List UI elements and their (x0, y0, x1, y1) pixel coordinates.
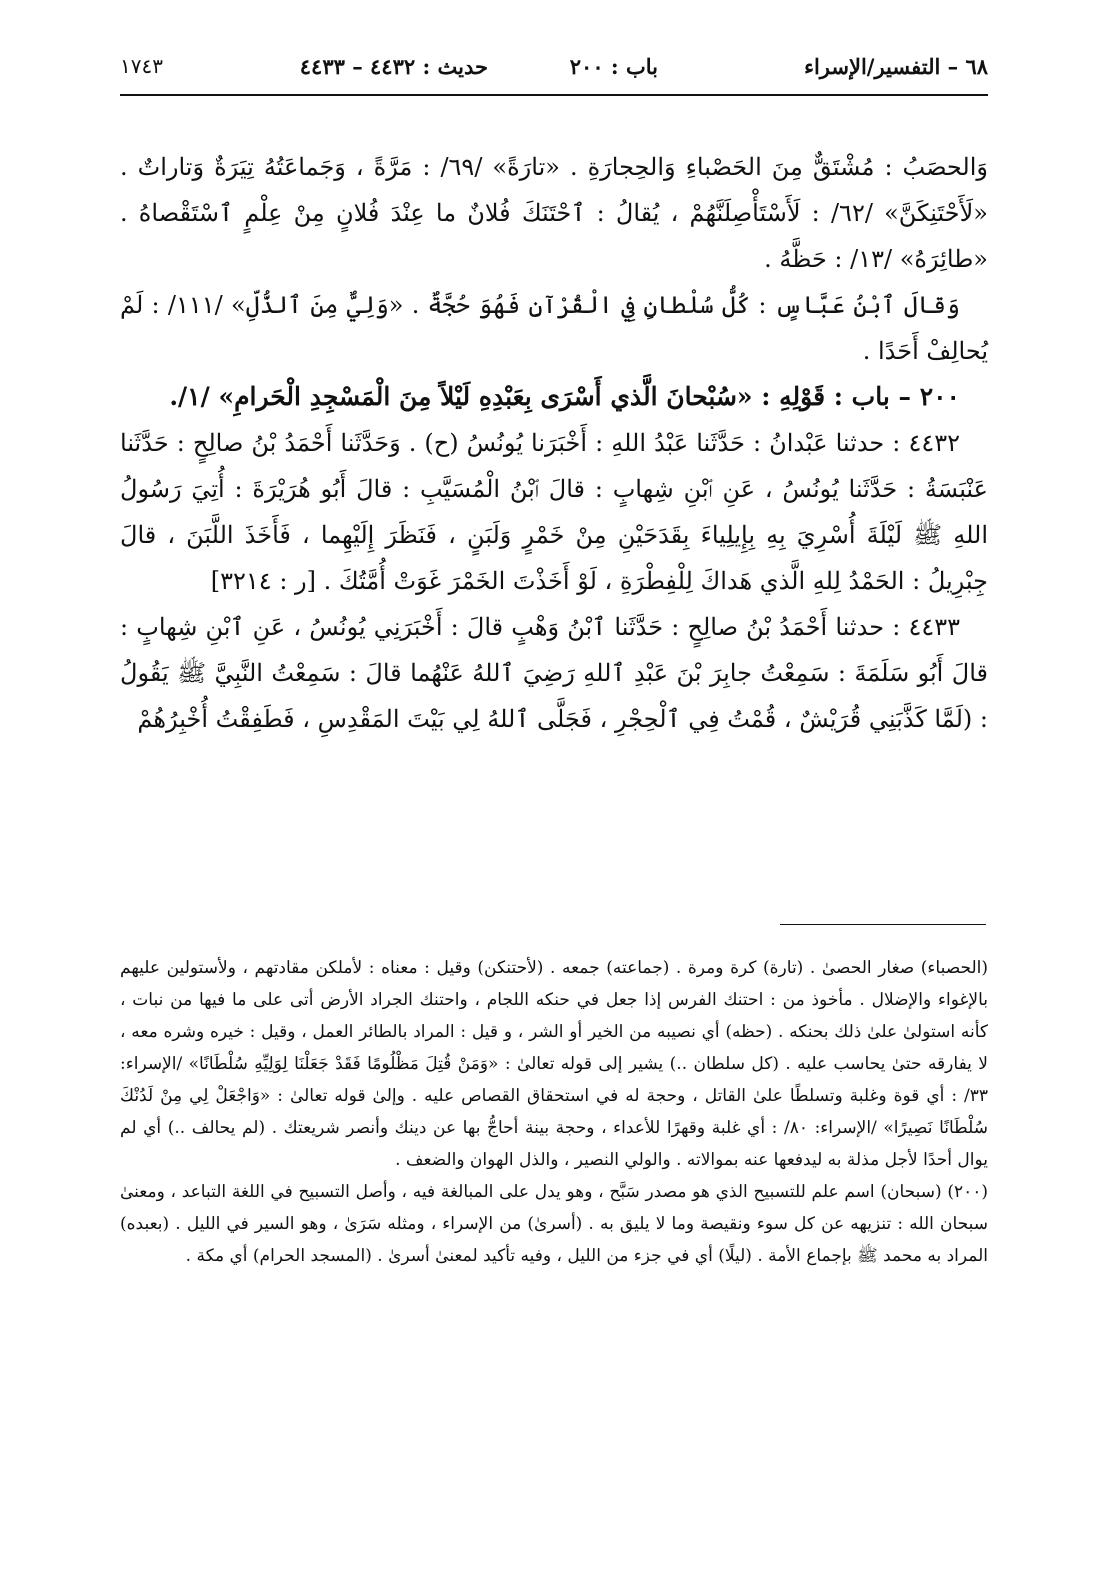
main-text (120, 144, 988, 742)
header-bab: باب : ٢٠٠ (569, 54, 658, 79)
header-hadith-range: حديث : ٤٤٣٢ – ٤٤٣٣ (299, 54, 488, 79)
header-chapter: ٦٨ – التفسير/الإسراء (804, 54, 988, 79)
running-header (120, 50, 988, 90)
hadith-4433: ٤٤٣٣ : حدثنا أَحْمَدُ بْنُ صالِحٍ : حَدَّثَنا ٱبْنُ وَهْبٍ قالَ : أَخْبَرَنِي يُونُسُ ، عَنِ ٱبْنِ شِهابٍ : قالَ أَبُو سَلَمَةَ : سَمِعْتُ جابِرَ بْنَ عَبْدِ ٱللهِ رَضِيَ ٱللهُ عَنْهُما قالَ : سَمِعْتُ النَّبِيَّ ﷺ يَقُولُ : (لَمَّا كَذَّبَنِي قُرَيْشٌ ، قُمْتُ فِي ٱلْحِجْرِ ، فَجَلَّى ٱللهُ لِي بَيْتَ المَقْدِسِ ، فَطَفِقْتُ أُخْبِرُهُمْ (120, 613, 988, 733)
hadith-4432: ٤٤٣٢ : حدثنا عَبْدانُ : حَدَّثَنا عَبْدُ اللهِ : أَخْبَرَنا يُونُسُ (ح) . وَحَدَّثَنا أَحْمَدُ بْنُ صالِحٍ : حَدَّثَنا عَنْبَسَةُ : حَدَّثَنا يُونُسُ ، عَنِ ٱبْنِ شِهابٍ : قالَ ٱبْنُ الْمُسَيَّبِ : قالَ أَبُو هُرَيْرَةَ : أُتِيَ رَسُولُ اللهِ ﷺ لَيْلَةَ أُسْرِيَ بِهِ بِإِيلِياءَ بِقَدَحَيْنِ مِنْ خَمْرٍ وَلَبَنٍ ، فَنَظَرَ إِلَيْهِما ، فَأَخَذَ اللَّبَنَ ، قالَ جِبْرِيلُ : الحَمْدُ لِلهِ الَّذي هَداكَ لِلْفِطْرَةِ ، لَوْ أَخَذْتَ الخَمْرَ غَوَتْ أُمَّتُكَ . [ر : ٣٢١٤] (120, 429, 988, 595)
footnote-2: (٢٠٠) (سبحان) اسم علم للتسبيح الذي هو مصدر سَبَّح ، وهو يدل على المبالغة فيه ، وأصل التسبيح في اللغة التباعد ، ومعنىٰ سبحان الله : تنزيهه عن كل سوء ونقيصة وما لا يليق به . (أسرىٰ) من الإسراء ، ومثله سَرَىٰ ، وهو السير في الليل . (بعبده) المراد به محمد ﷺ بإجماع الأمة . (ليلًا) أي في جزء من الليل ، وفيه تأكيد لمعنىٰ أسرىٰ . (المسجد الحرام) أي مكة . (120, 1182, 988, 1266)
page-number: ١٧٤٣ (120, 54, 163, 78)
footnotes (120, 952, 988, 1272)
commentary-paragraph-2: وَقالَ ٱبْنُ عَبَّاسٍ : كُلُّ سُلْطانٍ فِي الْقُرْآنِ فَهُوَ حُجَّةٌ . «وَلِيٌّ مِنَ ٱلذُّلِّ» /١١١/ : لَمْ يُحالِفْ أَحَدًا . (120, 291, 988, 365)
chapter-heading: ٢٠٠ – باب : قَوْلِهِ : «سُبْحانَ الَّذي أَسْرَى بِعَبْدِهِ لَيْلاً مِنَ الْمَسْجِدِ الْحَرامِ» /١/. (169, 382, 960, 411)
header-divider (120, 94, 988, 96)
commentary-paragraph-1: وَالحصَبُ : مُشْتَقٌّ مِنَ الحَصْباءِ وَالحِجارَةِ . «تارَةً» /٦٩/ : مَرَّةً ، وَجَماعَتُهُ تِيَرَةٌ وَتاراتٌ . «لَأَحْتَنِكَنَّ» /٦٢/ : لَأَسْتَأْصِلَنَّهُمْ ، يُقالُ : ٱحْتَنَكَ فُلانٌ ما عِنْدَ فُلانٍ مِنْ عِلْمٍ ٱسْتَقْصاهُ . «طائِرَهُ» /١٣/ : حَظَّهُ . (120, 153, 988, 273)
footnote-divider (780, 924, 986, 925)
footnote-1: (الحصباء) صغار الحصىٰ . (تارة) كرة ومرة . (جماعته) جمعه . (لأحتنكن) وقيل : معناه : لأملكن مقادتهم ، ولأستولين عليهم بالإغواء والإضلال . مأخوذ من : احتنك الفرس إذا جعل في حنكه اللجام ، واحتنك الجراد الأرض أتى على ما فيها من نبات ، كأنه استولىٰ علىٰ ذلك بحنكه . (حظه) أي نصيبه من الخير أو الشر ، و قيل : المراد بالطائر العمل ، وقيل : خيره وشره معه ، لا يفارقه حتىٰ يحاسب عليه . (كل سلطان ..) يشير إلى قوله تعالىٰ : «وَمَنْ قُتِلَ مَظْلُومًا فَقَدْ جَعَلْنَا لِوَلِيِّهِ سُلْطَانًا» /الإسراء: ٣٣/ : أي قوة وغلبة وتسلطًا علىٰ القاتل ، وحجة له في استحقاق القصاص عليه . وإلىٰ قوله تعالىٰ : «وَاجْعَلْ لِي مِنْ لَدُنْكَ سُلْطَانًا نَصِيرًا» /الإسراء: ٨٠/ : أي غلبة وقهرًا للأعداء ، وحجة بينة أحاجُّ بها عن دينك وأنصر شريعتك . (لم يحالف ..) أي لم يوال أحدًا لأجل مذلة به ليدفعها عنه بموالاته . والولي النصير ، والذل الهوان والضعف . (120, 958, 988, 1170)
